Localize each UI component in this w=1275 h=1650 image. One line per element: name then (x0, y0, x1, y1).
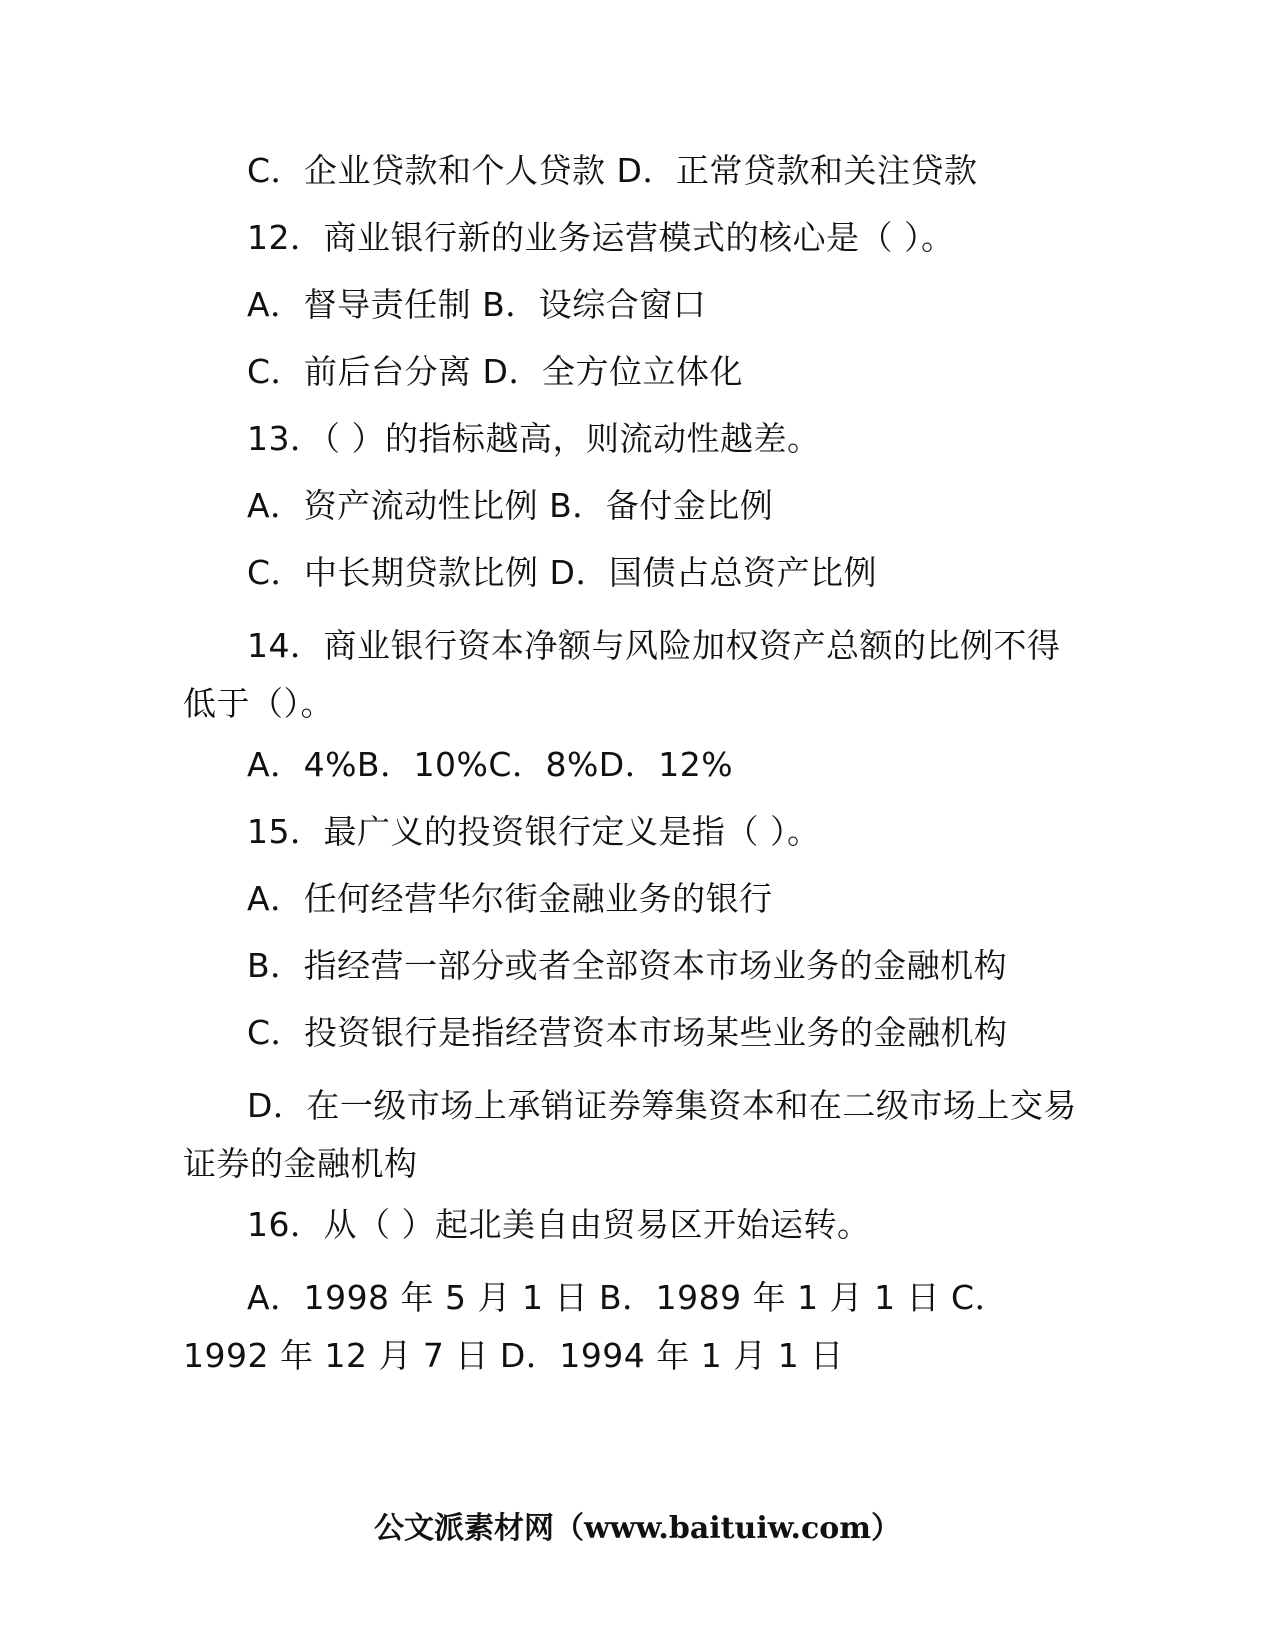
option-line: A．督导责任制 B．设综合窗口 (247, 285, 707, 324)
question-12: 12．商业银行新的业务运营模式的核心是（ ）。 (247, 218, 955, 257)
option-line: C．企业贷款和个人贷款 D．正常贷款和关注贷款 (247, 151, 978, 190)
option-line: A．4%B．10%C．8%D．12% (247, 745, 734, 784)
option-line: D．在一级市场上承销证券筹集资本和在二级市场上交易证券的金融机构 (183, 1086, 1077, 1183)
question-15: 15．最广义的投资银行定义是指（ ）。 (247, 812, 821, 851)
document-body (183, 148, 1083, 1394)
option-line: C．投资银行是指经营资本市场某些业务的金融机构 (247, 1013, 1008, 1052)
option-line: A．1998 年 5 月 1 日 B．1989 年 1 月 1 日 C．1992 年 12 月 7 日 D．1994 年 1 月 1 日 (183, 1278, 1009, 1375)
option-line: A．资产流动性比例 B．备付金比例 (247, 486, 774, 525)
question-13: 13．（ ）的指标越高，则流动性越差。 (247, 419, 821, 458)
option-line: C．中长期贷款比例 D．国债占总资产比例 (247, 553, 877, 592)
option-line: A．任何经营华尔街金融业务的银行 (247, 879, 773, 918)
option-line: B．指经营一部分或者全部资本市场业务的金融机构 (247, 946, 1008, 985)
question-16: 16．从（ ）起北美自由贸易区开始运转。 (247, 1205, 871, 1244)
footer-watermark: 公文派素材网（www.baituiw.com） (373, 1511, 902, 1546)
question-14: 14．商业银行资本净额与风险加权资产总额的比例不得低于（）。 (183, 626, 1061, 723)
option-line: C．前后台分离 D．全方位立体化 (247, 352, 743, 391)
